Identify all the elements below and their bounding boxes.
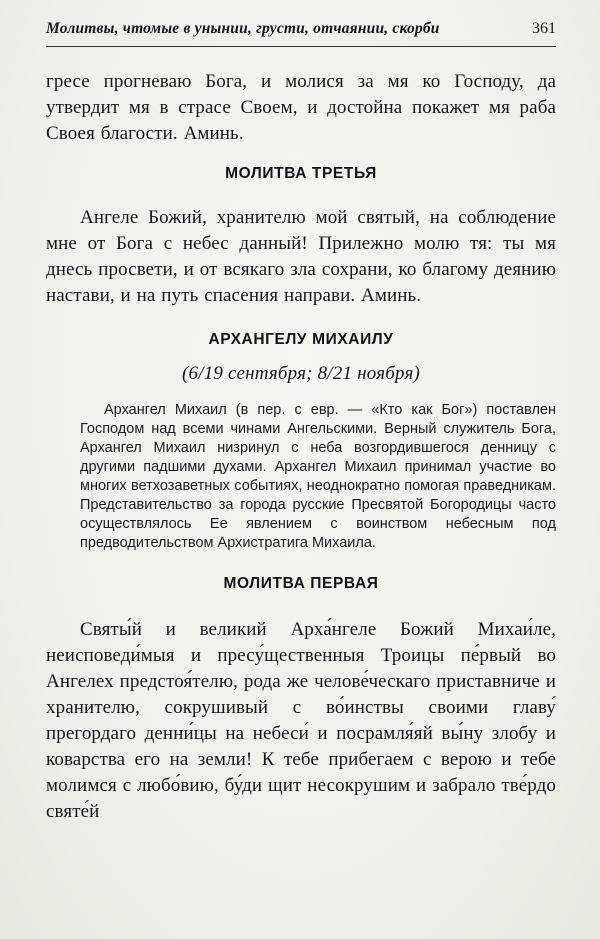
paragraph-prayer-third: Ангеле Божий, хранителю мой святый, на соблюдение мне от Бога с небес данный! Прилежно молю тя: ты мя днесь просвети, и от всякаго зла сохрани, ко благому деянию настави, и на путь спасения направи. Аминь. [46, 207, 556, 306]
page-number: 361 [532, 20, 556, 37]
page-body [46, 69, 556, 825]
paragraph-continuation: гресе прогневаю Бога, и молися за мя ко Господу, да утвердит мя в страсе Своем, и достойна покажет мя раба Своея благости. Аминь. [46, 71, 556, 144]
feast-dates-line: (6/19 сентября; 8/21 ноября) [182, 363, 420, 384]
heading-archangel-michael: АРХАНГЕЛУ МИХАИЛУ [208, 331, 394, 348]
paragraph-prayer-first: Святы́й и великий Арха́нгеле Божий Михаи́ле, неисповеди́мыя и пресу́щественныя Троицы пе́рвый во Ангелех предстоя́телю, рода же челове́ческаго приставниче и хранителю, сокрушивый с во́инствы своими главу́ прегордаго денни́цы на небеси́ и посрамля́яй вы́ну злобу и коварства его на земли! К тебе прибегаем с верою и тебе молимся с любо́вию, бу́ди щит несокрушим и забрало тве́рдо святе́й [46, 619, 556, 822]
heading-prayer-third: МОЛИТВА ТРЕТЬЯ [225, 165, 377, 182]
running-title: Молитвы, чтомые в унынии, грусти, отчаянии, скорби [46, 20, 440, 37]
heading-prayer-first: МОЛИТВА ПЕРВАЯ [223, 575, 379, 592]
page-header [46, 20, 556, 47]
note-paragraph-archangel: Архангел Михаил (в пер. с евр. — «Кто как Бог») поставлен Господом над всеми чинами Ангельскими. Верный служитель Бога, Архангел Михаил низринул с неба возгордившегося денницу с другими падшими духами. Архангел Михаил принимал участие во многих ветхозаветных событиях, неоднократно помогая праведникам. Представительство за города русские Пресвятой Богородицы часто осуществлялось Ее явлением с воинством небесным под предводительством Архистратига Михаила. [80, 402, 556, 551]
